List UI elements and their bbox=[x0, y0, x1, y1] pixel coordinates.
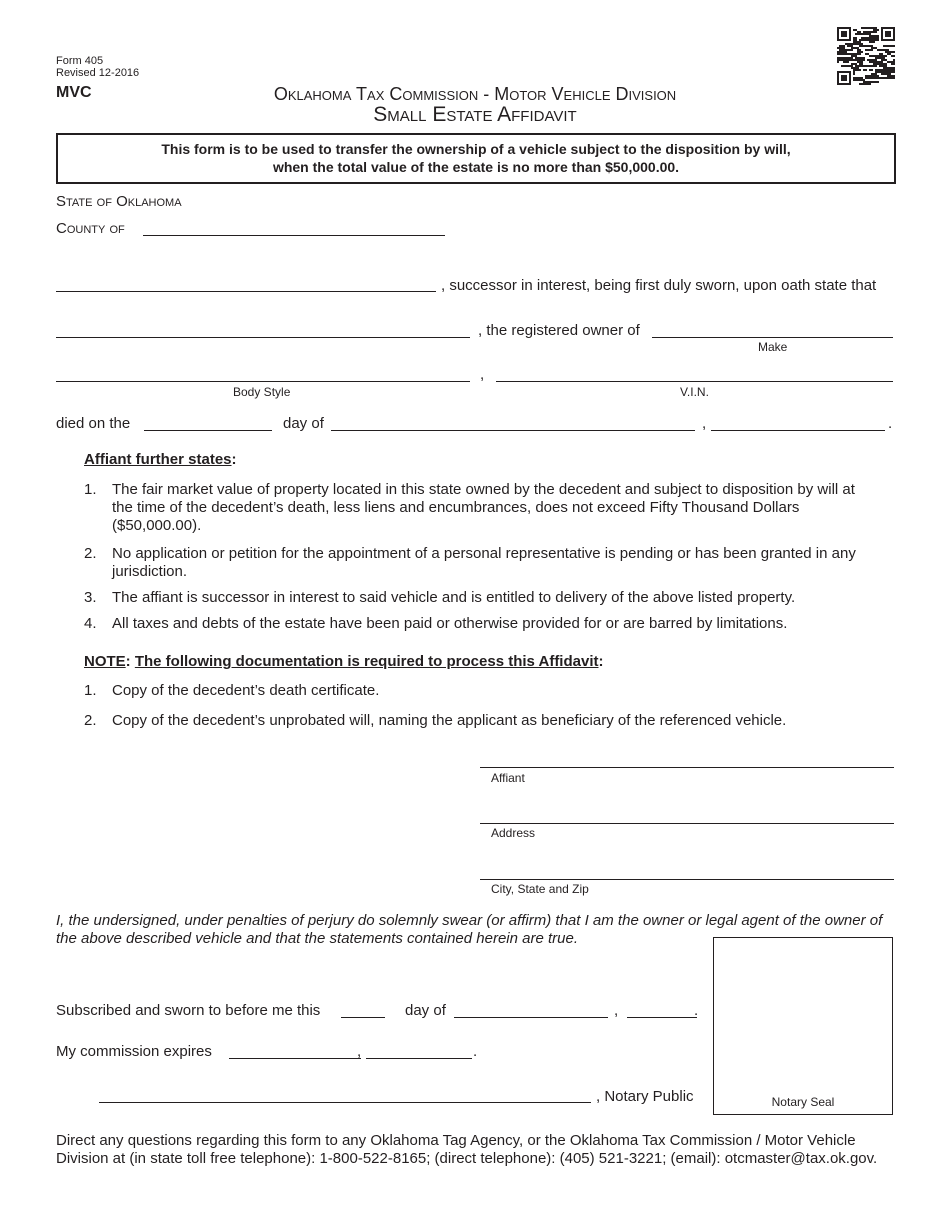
comma: , bbox=[357, 1043, 362, 1060]
county-input[interactable] bbox=[143, 219, 445, 236]
form-title: Small Estate Affidavit bbox=[373, 103, 577, 126]
successor-statement: , successor in interest, being first duly sworn, upon oath state that bbox=[441, 277, 877, 294]
registered-owner-text: , the registered owner of bbox=[478, 322, 640, 339]
list-text: The fair market value of property located in this state owned by the decedent and subject to disposition by will at the time of the decedent’s death, less liens and encumbrances, does not exceed Fifty Thousand Dollars ($50,000.00). bbox=[112, 481, 855, 534]
agency-title: Oklahoma Tax Commission - Motor Vehicle Division bbox=[273, 84, 677, 104]
form-number: Form 405 bbox=[56, 55, 104, 67]
list-text: All taxes and debts of the estate have been paid or otherwise provided for or are barred by limitations. bbox=[112, 615, 788, 632]
city-state-zip-input[interactable] bbox=[480, 863, 894, 880]
list-text: No application or petition for the appointment of a personal representative is pending or has been granted in any jurisdiction. bbox=[112, 545, 856, 580]
note-label: NOTE bbox=[84, 653, 126, 670]
list-text: The affiant is successor in interest to said vehicle and is entitled to delivery of the above listed property. bbox=[112, 589, 796, 606]
comma: , bbox=[702, 415, 707, 432]
commission-year-input[interactable] bbox=[366, 1042, 472, 1059]
list-number: 2. bbox=[84, 545, 97, 562]
note-sep: : bbox=[125, 653, 135, 670]
day-of-text: day of bbox=[405, 1002, 446, 1019]
affiant-states-heading-text: Affiant further states bbox=[84, 451, 232, 468]
death-day-input[interactable] bbox=[144, 414, 272, 431]
sworn-year-input[interactable] bbox=[627, 1001, 697, 1018]
body-style-input[interactable] bbox=[56, 365, 470, 382]
commission-date-input[interactable] bbox=[229, 1042, 361, 1059]
day-of-text: day of bbox=[283, 415, 324, 432]
notary-seal-box bbox=[713, 937, 893, 1115]
list-number: 3. bbox=[84, 589, 97, 606]
county-label: County of bbox=[56, 220, 125, 237]
notice-line-2: when the total value of the estate is no more than $50,000.00. bbox=[272, 159, 680, 175]
period: . bbox=[473, 1043, 478, 1060]
perjury-statement: I, the undersigned, under penalties of perjury do solemnly swear (or affirm) that I am the owner or legal agent of the owner of the above described vehicle and that the statements contained herein are true. bbox=[56, 912, 883, 947]
state-label: State of Oklahoma bbox=[56, 193, 182, 210]
death-year-input[interactable] bbox=[711, 414, 885, 431]
affiant-signature-input[interactable] bbox=[480, 751, 894, 768]
notice-line-1: This form is to be used to transfer the ownership of a vehicle subject to the disposition by will, bbox=[161, 141, 791, 157]
comma: , bbox=[480, 366, 485, 383]
sworn-day-input[interactable] bbox=[341, 1001, 385, 1018]
list-number: 2. bbox=[84, 712, 97, 729]
vin-input[interactable] bbox=[496, 365, 893, 382]
city-state-zip-label: City, State and Zip bbox=[491, 882, 589, 896]
list-number: 4. bbox=[84, 615, 97, 632]
list-text: Copy of the decedent’s unprobated will, naming the applicant as beneficiary of the referenced vehicle. bbox=[112, 712, 787, 729]
comma: , bbox=[614, 1002, 619, 1019]
period: . bbox=[694, 1002, 699, 1019]
period: . bbox=[888, 415, 893, 432]
notary-seal-label: Notary Seal bbox=[771, 1095, 835, 1109]
list-text: Copy of the decedent’s death certificate. bbox=[112, 682, 380, 699]
affiant-states-heading bbox=[84, 451, 237, 469]
list-number: 1. bbox=[84, 682, 97, 699]
vin-label: V.I.N. bbox=[680, 385, 709, 399]
note-heading bbox=[84, 653, 604, 671]
make-label: Make bbox=[758, 340, 788, 354]
address-input[interactable] bbox=[480, 807, 894, 824]
commission-text: My commission expires bbox=[56, 1043, 212, 1060]
death-month-input[interactable] bbox=[331, 414, 695, 431]
heading-colon: : bbox=[231, 451, 237, 468]
sworn-month-input[interactable] bbox=[454, 1001, 608, 1018]
decedent-name-input[interactable] bbox=[56, 321, 470, 338]
make-input[interactable] bbox=[652, 321, 893, 338]
affiant-label: Affiant bbox=[491, 771, 525, 785]
subscribed-text: Subscribed and sworn to before me this bbox=[56, 1002, 321, 1019]
successor-name-input[interactable] bbox=[56, 275, 436, 292]
note-heading-text: The following documentation is required to process this Affidavit bbox=[134, 653, 599, 670]
revised-date: Revised 12-2016 bbox=[56, 67, 140, 79]
died-on-text: died on the bbox=[56, 415, 131, 432]
address-label: Address bbox=[491, 826, 536, 840]
qr-code-icon bbox=[837, 27, 895, 85]
list-number: 1. bbox=[84, 481, 97, 498]
notary-public-text: , Notary Public bbox=[596, 1088, 694, 1105]
notice-box bbox=[56, 133, 896, 184]
body-style-label: Body Style bbox=[233, 385, 291, 399]
division-code: MVC bbox=[56, 84, 92, 101]
note-colon: : bbox=[598, 653, 604, 670]
notary-signature-input[interactable] bbox=[99, 1086, 591, 1103]
footer-contact: Direct any questions regarding this form to any Oklahoma Tag Agency, or the Oklahoma Tax Commission / Motor Vehicle Division at (in state toll free telephone): 1-800-522-8165; (direct telephone): (405) 521-3221; (email): otcmaster@tax.ok.gov. bbox=[56, 1132, 878, 1167]
